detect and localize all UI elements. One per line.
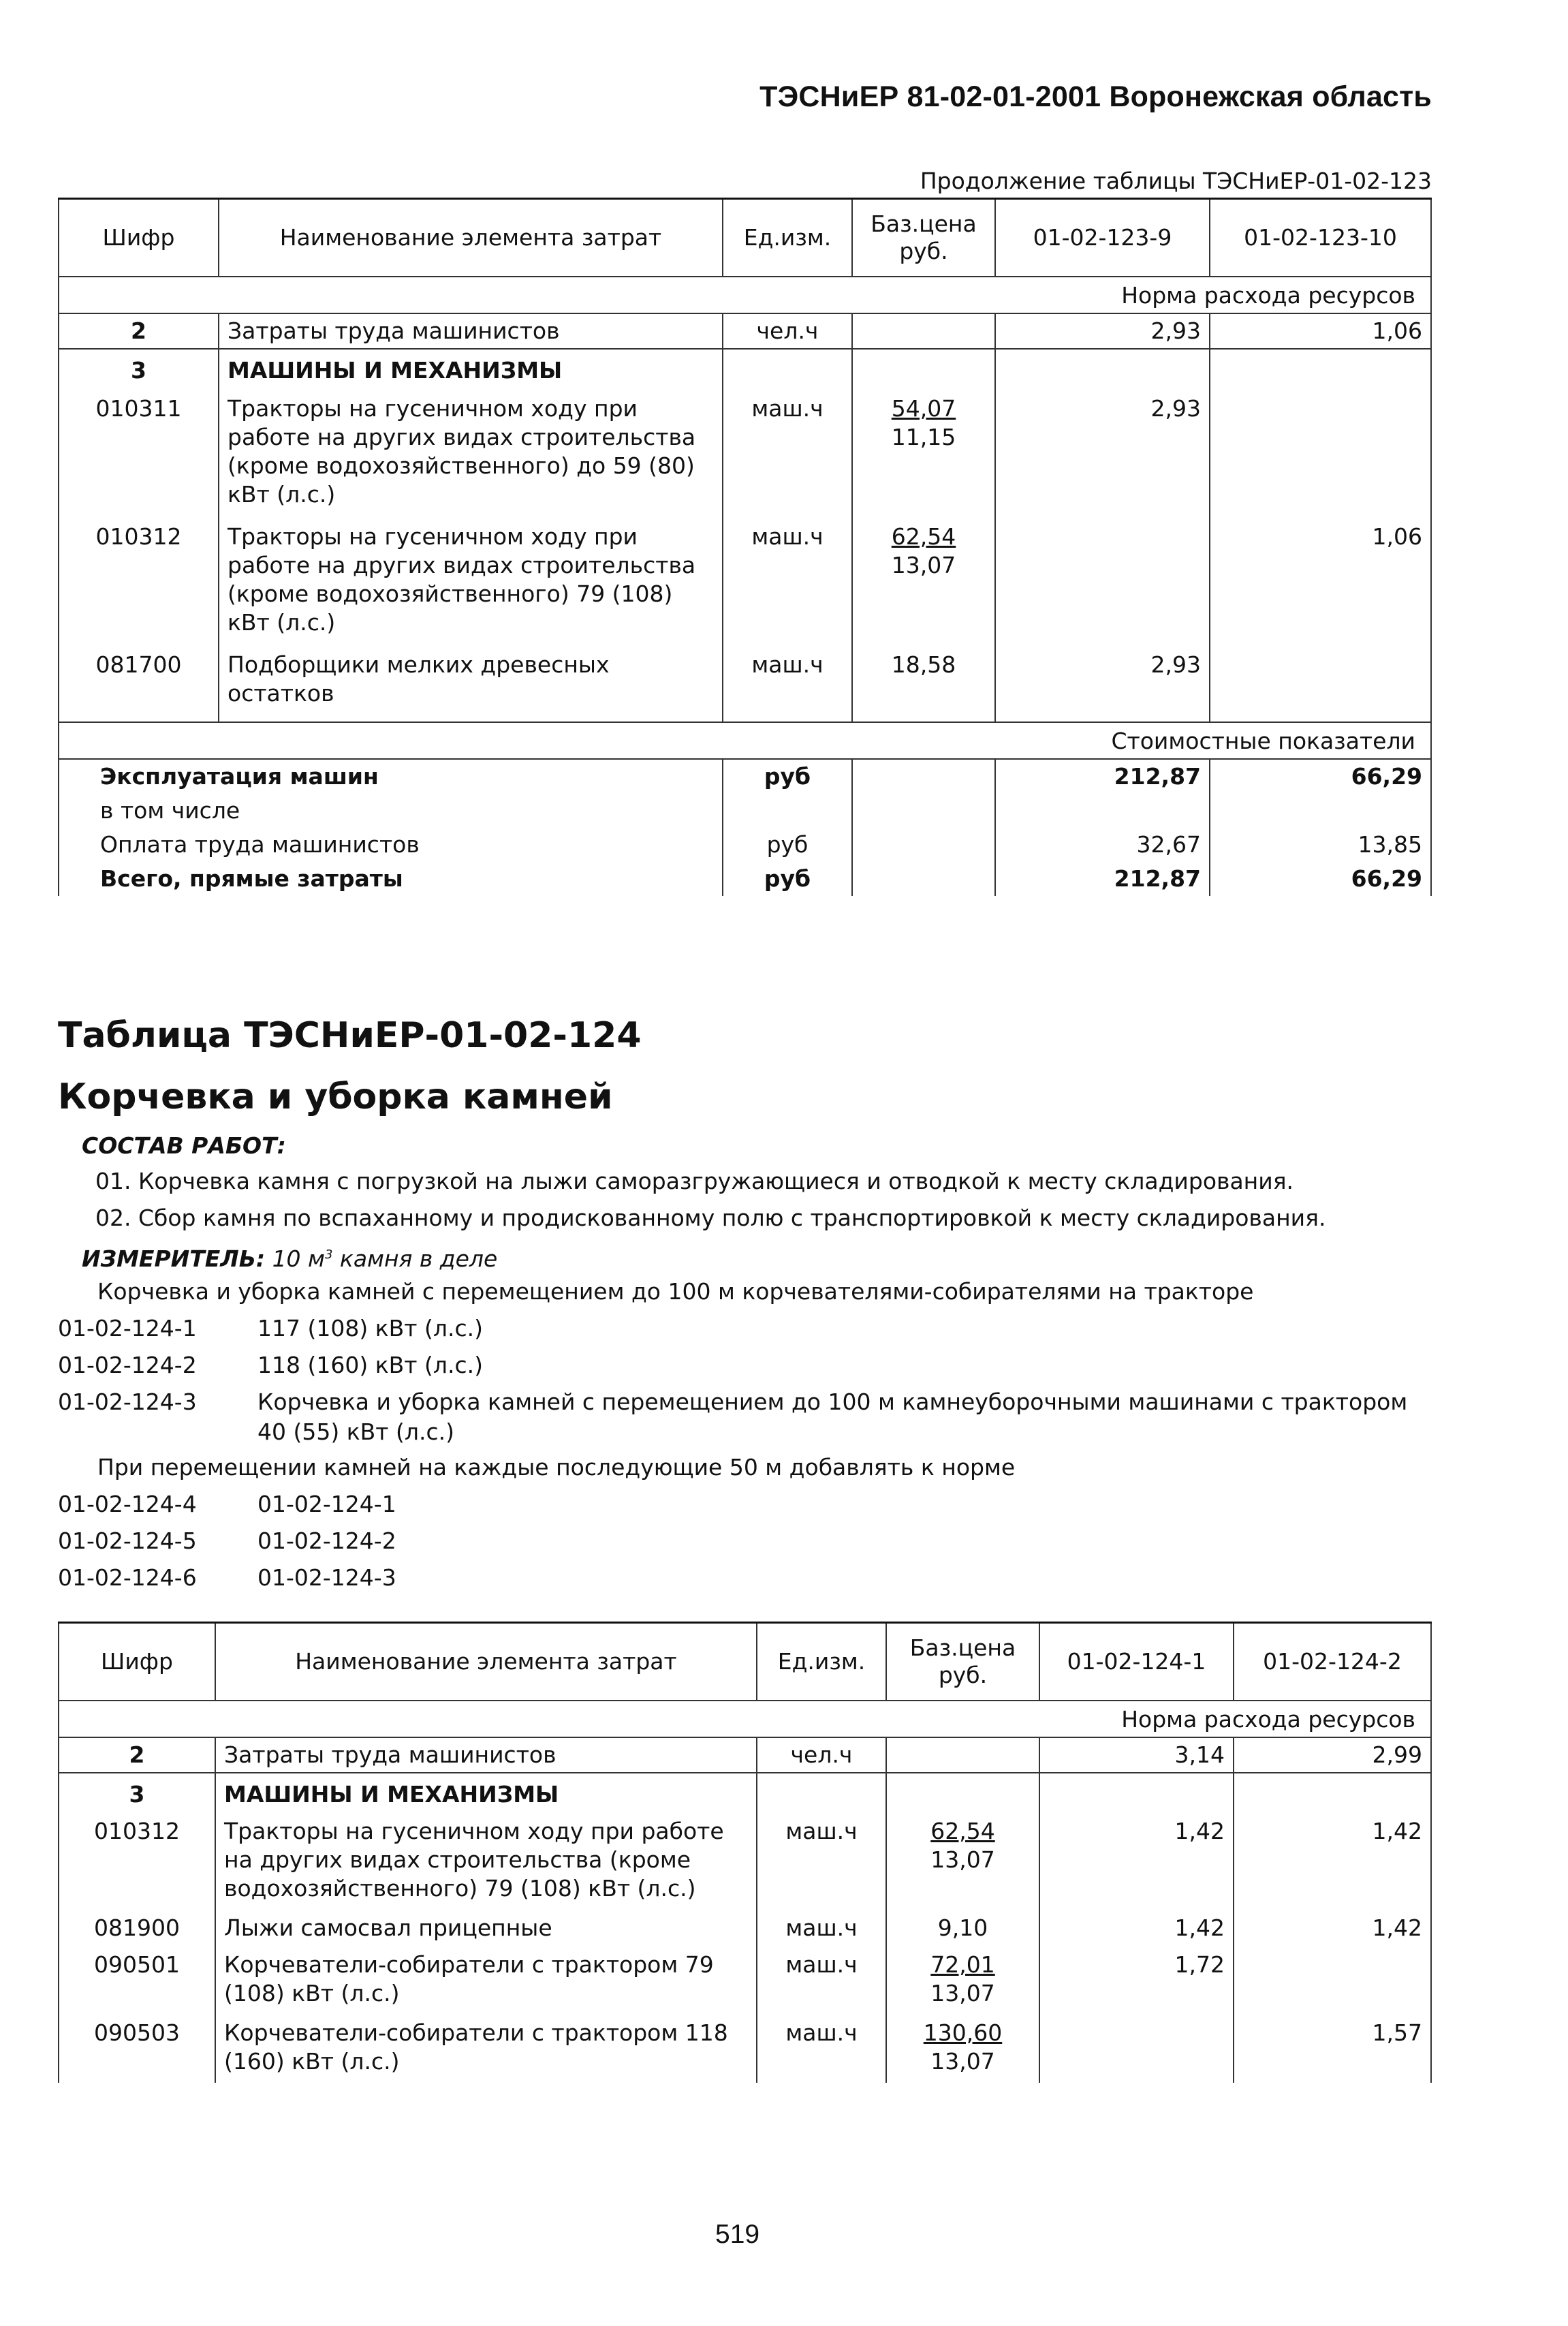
table-row <box>59 1945 1431 2011</box>
row-value-2: 1,06 <box>1210 313 1431 349</box>
row-unit: маш.ч <box>757 2011 886 2083</box>
section-code: 3 <box>59 1773 215 1812</box>
row-value-2: 1,06 <box>1210 520 1431 648</box>
cost-row <box>59 759 1431 794</box>
cost-row <box>59 862 1431 896</box>
row-value-1: 2,93 <box>995 648 1210 722</box>
row-value-2: 1,42 <box>1234 1812 1431 1906</box>
section-code: 3 <box>59 349 219 388</box>
norm-code: 01-02-124-2 <box>58 1352 197 1378</box>
row-value-1 <box>1039 2011 1234 2083</box>
row-name: Корчеватели-собиратели с трактором 118 (160) кВт (л.с.) <box>215 2011 757 2083</box>
row-price: 62,54 13,07 <box>852 520 995 648</box>
norm-code: 01-02-124-1 <box>58 1315 197 1342</box>
column-header-norm-2: 01-02-124-2 <box>1234 1623 1431 1701</box>
row-code: 081900 <box>59 1906 215 1945</box>
cost-value-1: 32,67 <box>995 828 1210 862</box>
column-header-code: Шифр <box>59 199 219 277</box>
cost-name: Эксплуатация машин <box>59 759 723 794</box>
norm-intro: При перемещении камней на каждые последующие 50 м добавлять к норме <box>97 1454 1016 1480</box>
table-header-row <box>59 1623 1431 1701</box>
row-value-2: 1,42 <box>1234 1906 1431 1945</box>
column-header-name: Наименование элемента затрат <box>219 199 723 277</box>
column-header-code: Шифр <box>59 1623 215 1701</box>
cost-unit: руб <box>723 759 852 794</box>
row-value-1: 1,42 <box>1039 1906 1234 1945</box>
cost-value-1: 212,87 <box>995 862 1210 896</box>
column-header-price: Баз.цена руб. <box>886 1623 1039 1701</box>
column-header-norm-2: 01-02-123-10 <box>1210 199 1431 277</box>
table-row <box>59 648 1431 722</box>
document-header-title: ТЭСНиЕР 81-02-01-2001 Воронежская область <box>759 80 1432 113</box>
cost-name: Всего, прямые затраты <box>59 862 723 896</box>
row-value-2: 1,57 <box>1234 2011 1431 2083</box>
section-title: МАШИНЫ И МЕХАНИЗМЫ <box>215 1773 757 1812</box>
row-unit: маш.ч <box>757 1906 886 1945</box>
row-value-2 <box>1210 648 1431 722</box>
row-value-1: 1,42 <box>1039 1812 1234 1906</box>
table-header-row <box>59 199 1431 277</box>
work-composition-label: СОСТАВ РАБОТ: <box>82 1132 286 1159</box>
work-item: 02. Сбор камня по вспаханному и продискованному полю с транспортировкой к месту складирования. <box>95 1205 1326 1231</box>
row-value-1: 2,93 <box>995 388 1210 520</box>
row-value-2: 2,99 <box>1234 1737 1431 1773</box>
cost-row <box>59 794 1431 828</box>
row-code: 090503 <box>59 2011 215 2083</box>
row-price: 72,01 13,07 <box>886 1945 1039 2011</box>
row-unit: маш.ч <box>723 388 852 520</box>
cost-name: в том числе <box>59 794 723 828</box>
column-header-unit: Ед.изм. <box>757 1623 886 1701</box>
row-name: Тракторы на гусеничном ходу при работе на других видах строительства (кроме водохозяйственного) 79 (108) кВт (л.с.) <box>219 520 723 648</box>
row-name: Корчеватели-собиратели с трактором 79 (108) кВт (л.с.) <box>215 1945 757 2011</box>
section-row <box>59 1773 1431 1812</box>
row-price: 54,07 11,15 <box>852 388 995 520</box>
column-header-unit: Ед.изм. <box>723 199 852 277</box>
column-header-norm-1: 01-02-123-9 <box>995 199 1210 277</box>
cost-value-1: 212,87 <box>995 759 1210 794</box>
row-code: 010312 <box>59 1812 215 1906</box>
row-value-1: 1,72 <box>1039 1945 1234 2011</box>
table-row <box>59 1812 1431 1906</box>
resource-table-124 <box>58 1622 1432 2083</box>
norm-text: Корчевка и уборка камней с перемещением до 100 м камнеуборочными машинами с трактором 40 (55) кВт (л.с.) <box>257 1389 1408 1445</box>
measure-tail: камня в деле <box>339 1245 498 1272</box>
norm-code: 01-02-124-6 <box>58 1564 197 1591</box>
row-price: 62,54 13,07 <box>886 1812 1039 1906</box>
cost-unit: руб <box>723 828 852 862</box>
measure-line: ИЗМЕРИТЕЛЬ: 10 $м^3$ камня в деле <box>82 1245 498 1272</box>
column-header-price: Баз.цена руб. <box>852 199 995 277</box>
section-title: Таблица ТЭСНиЕР-01-02-124 <box>58 1015 642 1056</box>
row-value-1: 2,93 <box>995 313 1210 349</box>
cost-value-2: 13,85 <box>1210 828 1431 862</box>
norm-code: 01-02-124-4 <box>58 1491 197 1517</box>
row-code: 2 <box>59 313 219 349</box>
column-header-norm-1: 01-02-124-1 <box>1039 1623 1234 1701</box>
row-price: 130,60 13,07 <box>886 2011 1039 2083</box>
row-value-1: 3,14 <box>1039 1737 1234 1773</box>
norm-text: 01-02-124-3 <box>257 1564 396 1591</box>
row-name: Тракторы на гусеничном ходу при работе на других видах строительства (кроме водохозяйственного) до 59 (80) кВт (л.с.) <box>219 388 723 520</box>
row-name: Лыжи самосвал прицепные <box>215 1906 757 1945</box>
cost-unit: руб <box>723 862 852 896</box>
work-item: 01. Корчевка камня с погрузкой на лыжи саморазгружающиеся и отводкой к месту складирования. <box>95 1168 1294 1194</box>
row-value-2 <box>1210 388 1431 520</box>
row-code: 2 <box>59 1737 215 1773</box>
table-row <box>59 313 1431 349</box>
table-row <box>59 1906 1431 1945</box>
row-unit: чел.ч <box>757 1737 886 1773</box>
row-name: Подборщики мелких древесных остатков <box>219 648 723 722</box>
norm-intro: Корчевка и уборка камней с перемещением до 100 м корчевателями-собирателями на тракторе <box>97 1278 1254 1305</box>
measure-label: ИЗМЕРИТЕЛЬ: <box>82 1245 266 1272</box>
norm-code: 01-02-124-3 <box>58 1389 197 1415</box>
page-number: 519 <box>715 2220 760 2249</box>
section-title: МАШИНЫ И МЕХАНИЗМЫ <box>219 349 723 388</box>
row-code: 090501 <box>59 1945 215 2011</box>
table-row <box>59 388 1431 520</box>
norm-subheader: Норма расхода ресурсов <box>59 1701 1431 1737</box>
norm-code: 01-02-124-5 <box>58 1528 197 1554</box>
row-unit: маш.ч <box>723 648 852 722</box>
row-unit: маш.ч <box>757 1945 886 2011</box>
resource-table-123 <box>58 198 1432 896</box>
row-code: 081700 <box>59 648 219 722</box>
row-code: 010312 <box>59 520 219 648</box>
norm-subheader: Норма расхода ресурсов <box>59 277 1431 313</box>
norm-text: 01-02-124-1 <box>257 1491 396 1517</box>
row-value-2 <box>1234 1945 1431 2011</box>
norm-text: 117 (108) кВт (л.с.) <box>257 1315 483 1342</box>
cost-subheader: Стоимостные показатели <box>59 722 1431 759</box>
table-continuation-note: Продолжение таблицы ТЭСНиЕР-01-02-123 <box>920 168 1432 194</box>
cost-row <box>59 828 1431 862</box>
row-name: Затраты труда машинистов <box>219 313 723 349</box>
measure-value: 10 м <box>272 1245 325 1272</box>
row-unit: чел.ч <box>723 313 852 349</box>
row-value-1 <box>995 520 1210 648</box>
row-name: Затраты труда машинистов <box>215 1737 757 1773</box>
row-unit: маш.ч <box>723 520 852 648</box>
table-row <box>59 2011 1431 2083</box>
cost-value-2: 66,29 <box>1210 759 1431 794</box>
section-subtitle: Корчевка и уборка камней <box>58 1076 613 1117</box>
cost-value-2: 66,29 <box>1210 862 1431 896</box>
row-name: Тракторы на гусеничном ходу при работе на других видах строительства (кроме водохозяйственного) 79 (108) кВт (л.с.) <box>215 1812 757 1906</box>
row-unit: маш.ч <box>757 1812 886 1906</box>
norm-text: 118 (160) кВт (л.с.) <box>257 1352 483 1378</box>
cost-name: Оплата труда машинистов <box>59 828 723 862</box>
column-header-name: Наименование элемента затрат <box>215 1623 757 1701</box>
row-price: 18,58 <box>852 648 995 722</box>
row-price: 9,10 <box>886 1906 1039 1945</box>
table-row <box>59 520 1431 648</box>
table-row <box>59 1737 1431 1773</box>
section-row <box>59 349 1431 388</box>
norm-text: 01-02-124-2 <box>257 1528 396 1554</box>
row-code: 010311 <box>59 388 219 520</box>
